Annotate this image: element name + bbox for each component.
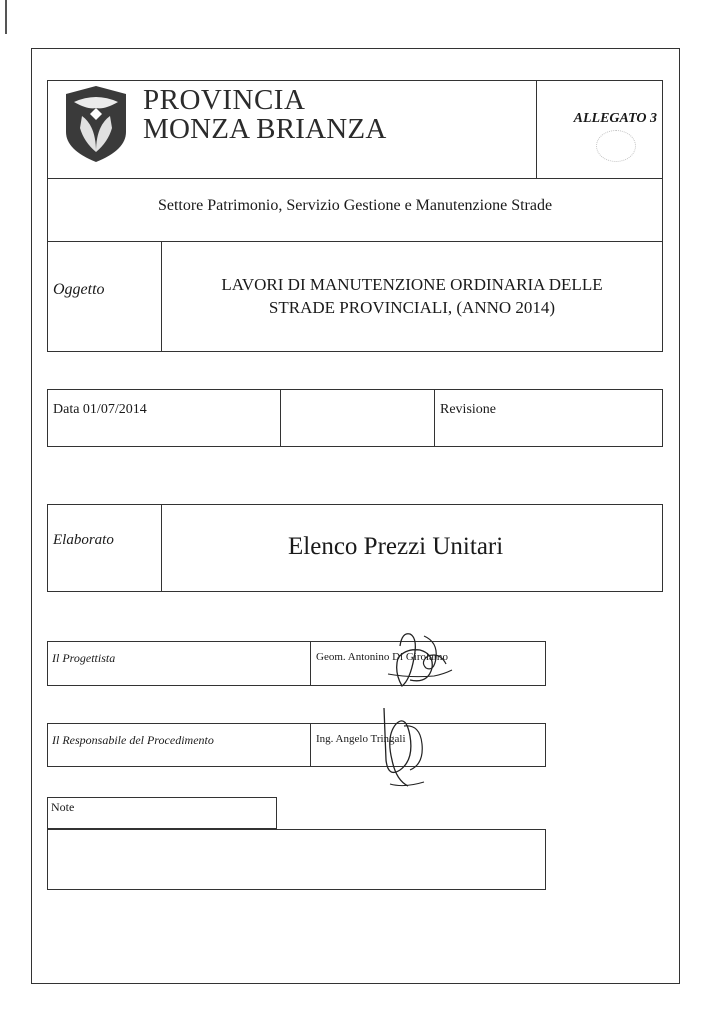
designer-divider — [310, 641, 311, 686]
org-name-line2: MONZA BRIANZA — [143, 113, 387, 145]
date-row-divider-2 — [434, 389, 435, 447]
designer-signature-icon — [380, 628, 460, 692]
document-label: Elaborato — [53, 532, 114, 548]
subject-line1: LAVORI DI MANUTENZIONE ORDINARIA DELLE — [221, 275, 603, 294]
attachment-label: ALLEGATO 3 — [573, 111, 657, 126]
header-bottom-line — [47, 178, 663, 179]
org-name-line1: PROVINCIA — [143, 84, 306, 116]
province-logo-icon — [64, 86, 128, 162]
stamp-mark — [596, 130, 636, 162]
notes-label-box — [47, 797, 277, 829]
revision-label: Revisione — [440, 402, 496, 417]
subject-line2: STRADE PROVINCIALI, (ANNO 2014) — [268, 298, 556, 317]
document-divider — [161, 504, 162, 592]
sector-text: Settore Patrimonio, Servizio Gestione e Manutenzione Strade — [157, 197, 553, 214]
date-row-divider-1 — [280, 389, 281, 447]
manager-signature-icon — [374, 700, 434, 792]
notes-box — [47, 829, 546, 890]
date-text: Data 01/07/2014 — [53, 402, 147, 417]
sector-bottom-line — [47, 241, 663, 242]
designer-name: Geom. Antonino Di Girolamo — [316, 651, 448, 663]
subject-divider — [161, 241, 162, 352]
date-row-box — [47, 389, 663, 447]
header-divider — [536, 80, 537, 178]
subject-label: Oggetto — [53, 281, 105, 298]
manager-divider — [310, 723, 311, 767]
document-title: Elenco Prezzi Unitari — [288, 533, 504, 560]
manager-label: Il Responsabile del Procedimento — [52, 733, 214, 747]
manager-name: Ing. Angelo Tringali — [316, 733, 406, 745]
designer-box — [47, 641, 546, 686]
notes-label: Note — [51, 800, 75, 814]
designer-label: Il Progettista — [52, 651, 116, 665]
scan-edge-mark — [5, 0, 7, 34]
